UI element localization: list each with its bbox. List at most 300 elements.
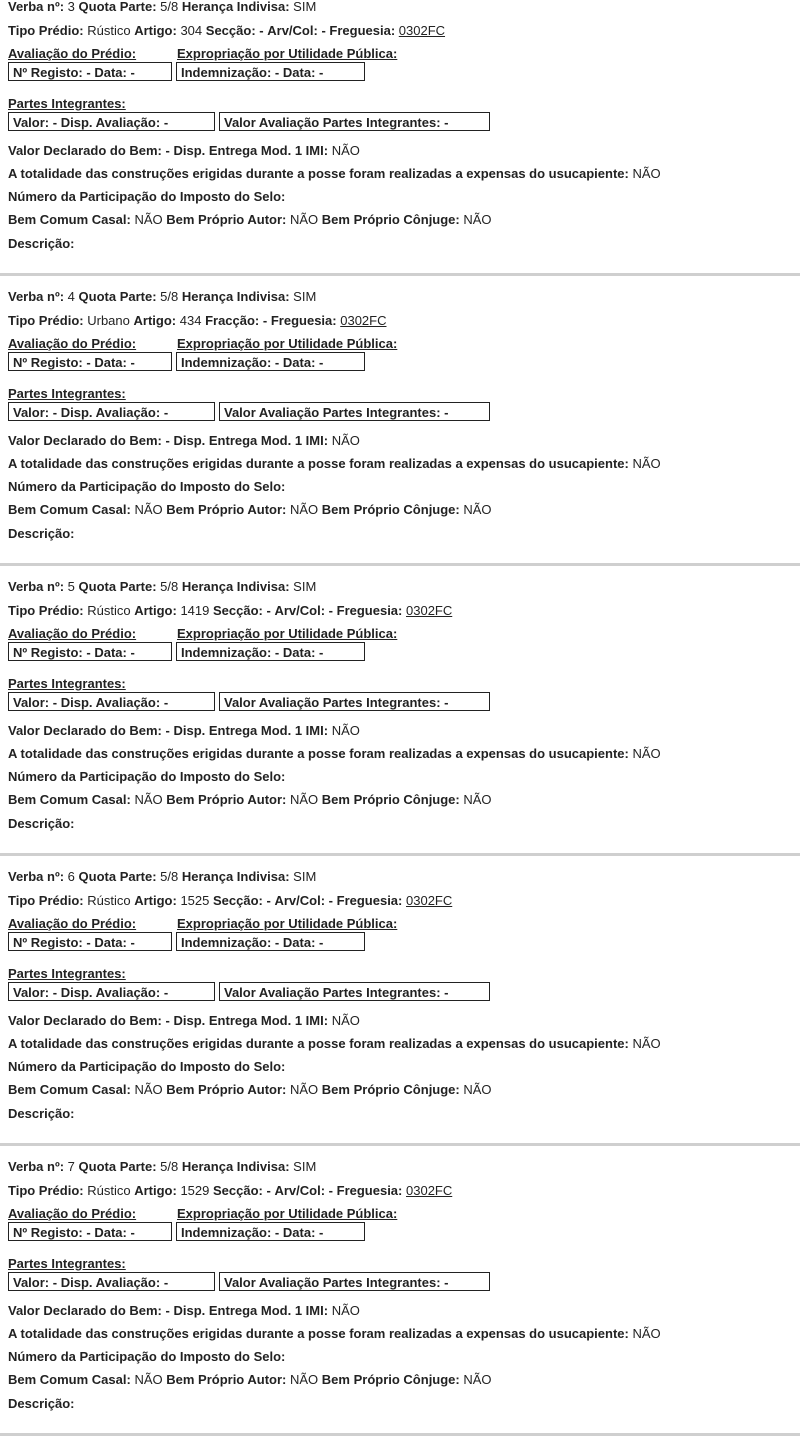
verba-header-line [8, 289, 316, 305]
valor-label: Valor: [13, 695, 50, 710]
indemnizacao-data-label: Data: [282, 65, 316, 80]
tipo-predio-line [8, 313, 386, 329]
record-divider [0, 563, 800, 566]
bem-proprio-conjuge-label: Bem Próprio Cônjuge: [321, 1082, 460, 1097]
registo-data-label: Data: [94, 1225, 127, 1240]
indemnizacao-data-value: - [319, 645, 324, 660]
disp-entrega-value: NÃO [331, 433, 360, 448]
totalidade-value: NÃO [632, 1326, 661, 1341]
valor-avaliacao-partes-value: - [444, 695, 449, 710]
totalidade-value: NÃO [632, 456, 661, 471]
descricao-label: Descrição: [8, 1106, 75, 1121]
valor-declarado-label: Valor Declarado do Bem: [8, 1013, 162, 1028]
valor-avaliacao-partes-label: Valor Avaliação Partes Integrantes: [224, 115, 441, 130]
bem-comum-casal-label: Bem Comum Casal: [8, 792, 131, 807]
freguesia-link[interactable]: 0302FC [406, 603, 453, 618]
verba-header-line [8, 0, 316, 15]
bem-proprio-conjuge-value: NÃO [463, 1082, 492, 1097]
descricao-label: Descrição: [8, 816, 75, 831]
indemnizacao-label: Indemnização: [181, 645, 272, 660]
quota-parte-label: Quota Parte: [78, 0, 157, 14]
indemnizacao-data-value: - [319, 355, 324, 370]
bem-proprio-autor-value: NÃO [290, 792, 319, 807]
totalidade-line [8, 1036, 661, 1052]
indemnizacao-label: Indemnização: [181, 65, 272, 80]
totalidade-line [8, 1326, 661, 1342]
valor-avaliacao-partes-box [219, 1272, 490, 1291]
arv-col-group [274, 893, 336, 908]
valor-avaliacao-partes-box [219, 982, 490, 1001]
totalidade-line [8, 456, 661, 472]
valor-box [8, 692, 215, 711]
registo-data-value: - [130, 65, 135, 80]
tipo-predio-value: Rústico [87, 23, 131, 38]
heranca-indivisa-value: SIM [293, 289, 317, 304]
indemnizacao-box [176, 1222, 365, 1241]
valor-avaliacao-partes-value: - [444, 985, 449, 1000]
indemnizacao-data-label: Data: [282, 355, 316, 370]
seccao-or-fraccao-label: Secção: [205, 23, 256, 38]
avaliacao-predio-heading: Avaliação do Prédio: [8, 916, 137, 931]
arv-col-label: Arv/Col: [274, 603, 326, 618]
totalidade-value: NÃO [632, 1036, 661, 1051]
bem-comum-casal-label: Bem Comum Casal: [8, 212, 131, 227]
seccao-or-fraccao-label: Fracção: [205, 313, 260, 328]
totalidade-label: A totalidade das construções erigidas durante a posse foram realizadas a expensas do usucapiente: [8, 166, 629, 181]
quota-parte-value: 5/8 [160, 579, 179, 594]
verba-record [0, 580, 800, 870]
numero-participacao-line [8, 479, 285, 495]
artigo-label: Artigo: [134, 603, 177, 618]
disp-entrega-value: NÃO [331, 1013, 360, 1028]
totalidade-label: A totalidade das construções erigidas durante a posse foram realizadas a expensas do usucapiente: [8, 456, 629, 471]
valor-declarado-line [8, 433, 360, 449]
valor-value: - [52, 695, 58, 710]
verba-record [0, 870, 800, 1160]
record-divider [0, 853, 800, 856]
n-registo-value: - [86, 65, 91, 80]
bem-comum-casal-value: NÃO [134, 792, 163, 807]
valor-box [8, 982, 215, 1001]
indemnizacao-data-value: - [319, 1225, 324, 1240]
valor-declarado-label: Valor Declarado do Bem: [8, 143, 162, 158]
verba-record [0, 0, 800, 290]
bem-comum-casal-value: NÃO [134, 1372, 163, 1387]
verba-value: 6 [67, 869, 75, 884]
verba-value: 3 [67, 0, 75, 14]
registo-data-value: - [130, 645, 135, 660]
tipo-predio-line [8, 23, 445, 39]
valor-value: - [52, 115, 58, 130]
disp-avaliacao-value: - [163, 115, 169, 130]
seccao-or-fraccao-value: - [266, 603, 271, 618]
expropriacao-heading: Expropriação por Utilidade Pública: [177, 1206, 398, 1221]
registo-data-value: - [130, 1225, 135, 1240]
heranca-indivisa-label: Herança Indivisa: [181, 0, 290, 14]
seccao-or-fraccao-label: Secção: [213, 893, 263, 908]
totalidade-label: A totalidade das construções erigidas durante a posse foram realizadas a expensas do usucapiente: [8, 1036, 629, 1051]
valor-declarado-label: Valor Declarado do Bem: [8, 433, 162, 448]
valor-declarado-value: - [165, 143, 170, 158]
valor-avaliacao-partes-box [219, 112, 490, 131]
partes-integrantes-heading: Partes Integrantes: [8, 96, 126, 111]
freguesia-label: Freguesia: [270, 313, 337, 328]
verba-record [0, 1160, 800, 1450]
bem-line [8, 792, 492, 808]
arv-col-group [274, 1183, 336, 1198]
registo-box [8, 932, 172, 951]
valor-avaliacao-partes-label: Valor Avaliação Partes Integrantes: [224, 985, 441, 1000]
heranca-indivisa-label: Herança Indivisa: [181, 869, 290, 884]
valor-avaliacao-partes-value: - [444, 1275, 449, 1290]
valor-box [8, 112, 215, 131]
bem-comum-casal-label: Bem Comum Casal: [8, 1082, 131, 1097]
avaliacao-predio-heading: Avaliação do Prédio: [8, 626, 137, 641]
n-registo-value: - [86, 1225, 91, 1240]
freguesia-label: Freguesia: [329, 23, 396, 38]
indemnizacao-value: - [274, 355, 280, 370]
descricao-label: Descrição: [8, 526, 75, 541]
disp-entrega-label: Disp. Entrega Mod. 1 IMI: [173, 1013, 329, 1028]
bem-comum-casal-value: NÃO [134, 502, 163, 517]
n-registo-label: Nº Registo: [13, 645, 83, 660]
verba-header-line [8, 579, 316, 595]
disp-entrega-label: Disp. Entrega Mod. 1 IMI: [173, 723, 329, 738]
quota-parte-label: Quota Parte: [78, 579, 157, 594]
quota-parte-value: 5/8 [160, 0, 179, 14]
valor-declarado-label: Valor Declarado do Bem: [8, 1303, 162, 1318]
artigo-label: Artigo: [134, 893, 177, 908]
valor-declarado-value: - [165, 1303, 170, 1318]
tipo-predio-label: Tipo Prédio: [8, 23, 84, 38]
freguesia-link[interactable]: 0302FC [340, 313, 387, 328]
indemnizacao-value: - [274, 935, 280, 950]
registo-data-value: - [130, 935, 135, 950]
freguesia-link[interactable]: 0302FC [406, 1183, 453, 1198]
bem-proprio-autor-label: Bem Próprio Autor: [166, 1082, 287, 1097]
verba-value: 7 [67, 1159, 75, 1174]
registo-box [8, 642, 172, 661]
indemnizacao-label: Indemnização: [181, 355, 272, 370]
disp-avaliacao-label: Disp. Avaliação: [60, 405, 161, 420]
artigo-value: 434 [179, 313, 202, 328]
disp-entrega-value: NÃO [331, 143, 360, 158]
arv-col-value: - [328, 893, 333, 908]
bem-proprio-conjuge-label: Bem Próprio Cônjuge: [321, 502, 460, 517]
valor-avaliacao-partes-box [219, 692, 490, 711]
totalidade-line [8, 166, 661, 182]
n-registo-label: Nº Registo: [13, 65, 83, 80]
seccao-or-fraccao-value: - [259, 23, 264, 38]
disp-avaliacao-value: - [163, 405, 169, 420]
disp-avaliacao-value: - [163, 985, 169, 1000]
arv-col-value: - [321, 23, 326, 38]
freguesia-label: Freguesia: [336, 603, 403, 618]
valor-label: Valor: [13, 405, 50, 420]
indemnizacao-data-value: - [319, 65, 324, 80]
descricao-line [8, 816, 74, 832]
indemnizacao-value: - [274, 65, 280, 80]
tipo-predio-line [8, 893, 452, 909]
record-divider [0, 273, 800, 276]
bem-proprio-autor-label: Bem Próprio Autor: [166, 1372, 287, 1387]
valor-declarado-label: Valor Declarado do Bem: [8, 723, 162, 738]
bem-proprio-autor-label: Bem Próprio Autor: [166, 502, 287, 517]
valor-label: Valor: [13, 985, 50, 1000]
avaliacao-predio-heading: Avaliação do Prédio: [8, 336, 137, 351]
indemnizacao-value: - [274, 1225, 280, 1240]
n-registo-value: - [86, 935, 91, 950]
descricao-label: Descrição: [8, 1396, 75, 1411]
partes-integrantes-heading: Partes Integrantes: [8, 966, 126, 981]
valor-value: - [52, 1275, 58, 1290]
registo-data-label: Data: [94, 645, 127, 660]
disp-entrega-label: Disp. Entrega Mod. 1 IMI: [173, 433, 329, 448]
registo-data-value: - [130, 355, 135, 370]
seccao-or-fraccao-value: - [266, 893, 271, 908]
seccao-or-fraccao-value: - [266, 1183, 271, 1198]
tipo-predio-value: Urbano [87, 313, 130, 328]
verba-header-line [8, 869, 316, 885]
verba-label: Verba nº: [8, 1159, 65, 1174]
expropriacao-heading: Expropriação por Utilidade Pública: [177, 46, 398, 61]
descricao-line [8, 236, 74, 252]
disp-entrega-value: NÃO [331, 723, 360, 738]
bem-proprio-autor-value: NÃO [290, 502, 319, 517]
verba-record [0, 290, 800, 580]
arv-col-label: Arv/Col: [267, 23, 318, 38]
artigo-value: 1529 [180, 1183, 210, 1198]
record-divider [0, 1433, 800, 1436]
tipo-predio-label: Tipo Prédio: [8, 313, 84, 328]
descricao-line [8, 1106, 74, 1122]
artigo-value: 304 [180, 23, 203, 38]
bem-proprio-autor-value: NÃO [290, 212, 319, 227]
arv-col-value: - [328, 1183, 333, 1198]
tipo-predio-value: Rústico [87, 893, 131, 908]
bem-proprio-conjuge-value: NÃO [463, 1372, 492, 1387]
descricao-line [8, 526, 74, 542]
arv-col-value: - [328, 603, 333, 618]
expropriacao-heading: Expropriação por Utilidade Pública: [177, 626, 398, 641]
arv-col-label: Arv/Col: [274, 1183, 326, 1198]
bem-proprio-conjuge-value: NÃO [463, 792, 492, 807]
descricao-label: Descrição: [8, 236, 75, 251]
bem-comum-casal-value: NÃO [134, 212, 163, 227]
valor-declarado-line [8, 1013, 360, 1029]
indemnizacao-label: Indemnização: [181, 1225, 272, 1240]
partes-integrantes-heading: Partes Integrantes: [8, 386, 126, 401]
artigo-value: 1525 [180, 893, 210, 908]
indemnizacao-data-label: Data: [282, 935, 316, 950]
bem-proprio-conjuge-label: Bem Próprio Cônjuge: [321, 792, 460, 807]
descricao-line [8, 1396, 74, 1412]
numero-participacao-label: Número da Participação do Imposto do Selo: [8, 1349, 286, 1364]
tipo-predio-label: Tipo Prédio: [8, 603, 84, 618]
heranca-indivisa-value: SIM [293, 1159, 317, 1174]
quota-parte-value: 5/8 [160, 289, 179, 304]
quota-parte-label: Quota Parte: [78, 1159, 157, 1174]
valor-declarado-value: - [165, 1013, 170, 1028]
valor-declarado-line [8, 143, 360, 159]
seccao-or-fraccao-label: Secção: [213, 1183, 263, 1198]
heranca-indivisa-value: SIM [293, 579, 317, 594]
totalidade-label: A totalidade das construções erigidas durante a posse foram realizadas a expensas do usucapiente: [8, 746, 629, 761]
heranca-indivisa-value: SIM [293, 869, 317, 884]
heranca-indivisa-label: Herança Indivisa: [181, 289, 290, 304]
verba-value: 4 [67, 289, 75, 304]
bem-proprio-autor-label: Bem Próprio Autor: [166, 792, 287, 807]
bem-proprio-conjuge-label: Bem Próprio Cônjuge: [321, 1372, 460, 1387]
valor-value: - [52, 405, 58, 420]
tipo-predio-line [8, 1183, 452, 1199]
registo-box [8, 1222, 172, 1241]
verba-label: Verba nº: [8, 0, 65, 14]
artigo-value: 1419 [180, 603, 210, 618]
verba-header-line [8, 1159, 316, 1175]
bem-line [8, 1372, 492, 1388]
indemnizacao-box [176, 352, 365, 371]
artigo-label: Artigo: [133, 313, 177, 328]
numero-participacao-label: Número da Participação do Imposto do Selo: [8, 189, 286, 204]
disp-avaliacao-label: Disp. Avaliação: [60, 985, 161, 1000]
heranca-indivisa-value: SIM [293, 0, 317, 14]
disp-entrega-value: NÃO [331, 1303, 360, 1318]
numero-participacao-line [8, 1059, 285, 1075]
tipo-predio-label: Tipo Prédio: [8, 893, 84, 908]
quota-parte-value: 5/8 [160, 1159, 179, 1174]
totalidade-value: NÃO [632, 166, 661, 181]
bem-proprio-autor-label: Bem Próprio Autor: [166, 212, 287, 227]
valor-value: - [52, 985, 58, 1000]
bem-line [8, 1082, 492, 1098]
valor-avaliacao-partes-box [219, 402, 490, 421]
arv-col-group [267, 23, 329, 38]
indemnizacao-value: - [274, 645, 280, 660]
indemnizacao-data-label: Data: [282, 1225, 316, 1240]
avaliacao-predio-heading: Avaliação do Prédio: [8, 46, 137, 61]
registo-box [8, 352, 172, 371]
avaliacao-predio-heading: Avaliação do Prédio: [8, 1206, 137, 1221]
tipo-predio-value: Rústico [87, 603, 131, 618]
bem-proprio-conjuge-value: NÃO [463, 502, 492, 517]
artigo-label: Artigo: [134, 23, 177, 38]
n-registo-label: Nº Registo: [13, 935, 83, 950]
quota-parte-label: Quota Parte: [78, 289, 157, 304]
heranca-indivisa-label: Herança Indivisa: [181, 579, 290, 594]
artigo-label: Artigo: [134, 1183, 177, 1198]
indemnizacao-label: Indemnização: [181, 935, 272, 950]
bem-proprio-conjuge-value: NÃO [463, 212, 492, 227]
numero-participacao-label: Número da Participação do Imposto do Selo: [8, 479, 286, 494]
bem-proprio-conjuge-label: Bem Próprio Cônjuge: [321, 212, 460, 227]
quota-parte-value: 5/8 [160, 869, 179, 884]
partes-integrantes-heading: Partes Integrantes: [8, 676, 126, 691]
disp-entrega-label: Disp. Entrega Mod. 1 IMI: [173, 1303, 329, 1318]
seccao-or-fraccao-value: - [262, 313, 268, 328]
verba-label: Verba nº: [8, 579, 65, 594]
registo-data-label: Data: [94, 935, 127, 950]
valor-avaliacao-partes-label: Valor Avaliação Partes Integrantes: [224, 695, 441, 710]
disp-avaliacao-label: Disp. Avaliação: [60, 115, 161, 130]
indemnizacao-box [176, 62, 365, 81]
bem-comum-casal-label: Bem Comum Casal: [8, 1372, 131, 1387]
totalidade-value: NÃO [632, 746, 661, 761]
registo-data-label: Data: [94, 65, 127, 80]
tipo-predio-value: Rústico [87, 1183, 131, 1198]
heranca-indivisa-label: Herança Indivisa: [181, 1159, 290, 1174]
bem-line [8, 212, 492, 228]
valor-box [8, 1272, 215, 1291]
seccao-or-fraccao-label: Secção: [213, 603, 263, 618]
valor-declarado-line [8, 723, 360, 739]
valor-avaliacao-partes-label: Valor Avaliação Partes Integrantes: [224, 405, 441, 420]
n-registo-label: Nº Registo: [13, 355, 83, 370]
indemnizacao-data-label: Data: [282, 645, 316, 660]
bem-comum-casal-label: Bem Comum Casal: [8, 502, 131, 517]
verba-label: Verba nº: [8, 289, 65, 304]
partes-integrantes-heading: Partes Integrantes: [8, 1256, 126, 1271]
totalidade-label: A totalidade das construções erigidas durante a posse foram realizadas a expensas do usucapiente: [8, 1326, 629, 1341]
valor-declarado-line [8, 1303, 360, 1319]
bem-proprio-autor-value: NÃO [290, 1372, 319, 1387]
quota-parte-label: Quota Parte: [78, 869, 157, 884]
valor-declarado-value: - [165, 723, 170, 738]
numero-participacao-line [8, 189, 285, 205]
disp-avaliacao-value: - [163, 695, 169, 710]
numero-participacao-line [8, 769, 285, 785]
numero-participacao-line [8, 1349, 285, 1365]
disp-avaliacao-label: Disp. Avaliação: [60, 695, 161, 710]
valor-box [8, 402, 215, 421]
n-registo-value: - [86, 355, 91, 370]
bem-proprio-autor-value: NÃO [290, 1082, 319, 1097]
totalidade-line [8, 746, 661, 762]
verba-label: Verba nº: [8, 869, 65, 884]
registo-data-label: Data: [94, 355, 127, 370]
valor-label: Valor: [13, 115, 50, 130]
freguesia-link[interactable]: 0302FC [398, 23, 446, 38]
expropriacao-heading: Expropriação por Utilidade Pública: [177, 336, 398, 351]
disp-avaliacao-value: - [163, 1275, 169, 1290]
registo-box [8, 62, 172, 81]
numero-participacao-label: Número da Participação do Imposto do Selo: [8, 1059, 286, 1074]
tipo-predio-label: Tipo Prédio: [8, 1183, 84, 1198]
n-registo-value: - [86, 645, 91, 660]
verba-value: 5 [67, 579, 75, 594]
tipo-predio-line [8, 603, 452, 619]
freguesia-link[interactable]: 0302FC [406, 893, 453, 908]
valor-label: Valor: [13, 1275, 50, 1290]
arv-col-group [274, 603, 336, 618]
freguesia-label: Freguesia: [336, 1183, 403, 1198]
disp-entrega-label: Disp. Entrega Mod. 1 IMI: [173, 143, 329, 158]
arv-col-label: Arv/Col: [274, 893, 326, 908]
numero-participacao-label: Número da Participação do Imposto do Selo: [8, 769, 286, 784]
valor-declarado-value: - [165, 433, 170, 448]
indemnizacao-data-value: - [319, 935, 324, 950]
record-divider [0, 1143, 800, 1146]
valor-avaliacao-partes-value: - [444, 405, 449, 420]
bem-line [8, 502, 492, 518]
freguesia-label: Freguesia: [336, 893, 403, 908]
n-registo-label: Nº Registo: [13, 1225, 83, 1240]
indemnizacao-box [176, 642, 365, 661]
valor-avaliacao-partes-label: Valor Avaliação Partes Integrantes: [224, 1275, 441, 1290]
disp-avaliacao-label: Disp. Avaliação: [60, 1275, 161, 1290]
valor-avaliacao-partes-value: - [444, 115, 449, 130]
expropriacao-heading: Expropriação por Utilidade Pública: [177, 916, 398, 931]
